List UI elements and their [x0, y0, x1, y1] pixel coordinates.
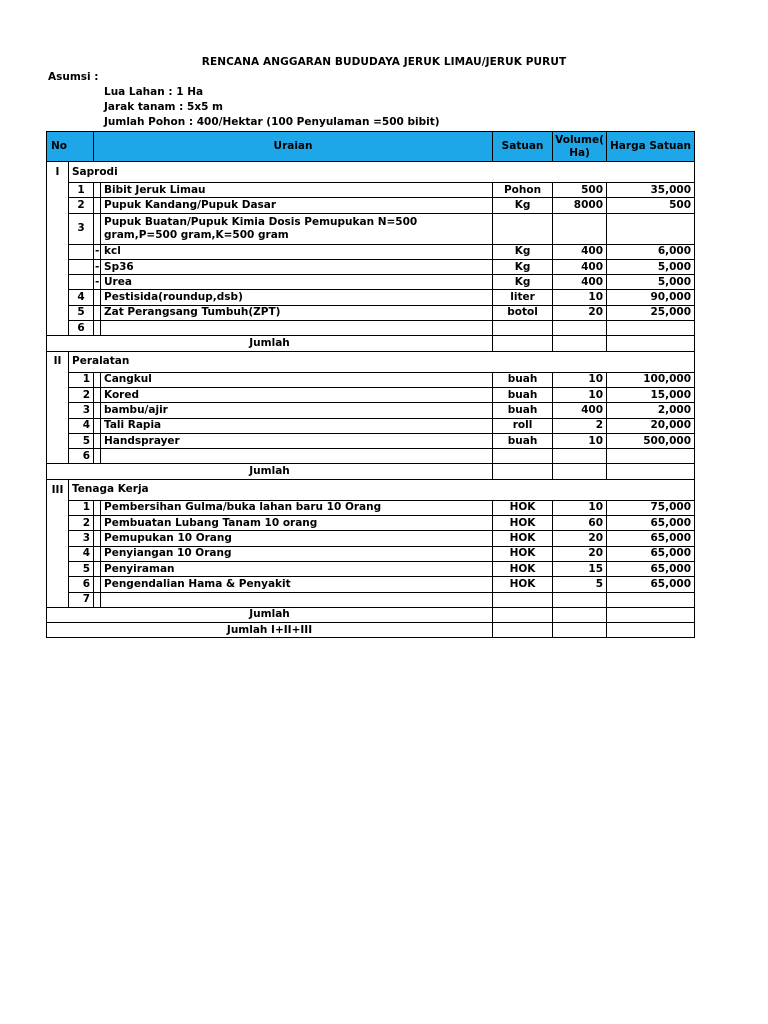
- row-harga: [607, 213, 695, 244]
- jumlah-volume: [553, 607, 607, 622]
- jumlah-harga: [607, 607, 695, 622]
- row-volume: 15: [553, 561, 607, 576]
- row-harga: 65,000: [607, 561, 695, 576]
- row-harga: [607, 321, 695, 336]
- row-dash: [94, 305, 101, 320]
- row-spacer: [47, 244, 69, 259]
- section-title: Tenaga Kerja: [69, 479, 695, 500]
- table-row: [47, 500, 695, 515]
- row-uraian: Pembersihan Gulma/buka lahan baru 10 Orang: [101, 500, 493, 515]
- row-uraian: bambu/ajir: [101, 403, 493, 418]
- row-harga: [607, 449, 695, 464]
- row-dash: [94, 321, 101, 336]
- table-row: [47, 531, 695, 546]
- table-row: [47, 546, 695, 561]
- jumlah-harga: [607, 464, 695, 479]
- row-satuan: buah: [493, 372, 553, 387]
- row-harga: 75,000: [607, 500, 695, 515]
- row-uraian: Tali Rapia: [101, 418, 493, 433]
- row-volume: 500: [553, 183, 607, 198]
- row-satuan: [493, 592, 553, 607]
- row-dash: [94, 213, 101, 244]
- table-row: [47, 418, 695, 433]
- row-satuan: botol: [493, 305, 553, 320]
- row-spacer: [47, 198, 69, 213]
- row-spacer: [47, 433, 69, 448]
- header-no: No: [47, 132, 94, 162]
- row-spacer: [47, 449, 69, 464]
- row-harga: 90,000: [607, 290, 695, 305]
- row-dash: [94, 592, 101, 607]
- row-dash: -: [94, 259, 101, 274]
- row-volume: 400: [553, 259, 607, 274]
- row-satuan: Kg: [493, 244, 553, 259]
- row-volume: [553, 449, 607, 464]
- table-row: [47, 244, 695, 259]
- row-dash: [94, 198, 101, 213]
- table-row: [47, 449, 695, 464]
- row-satuan: buah: [493, 433, 553, 448]
- jumlah-label: Jumlah: [47, 464, 493, 479]
- row-number: [69, 275, 94, 290]
- row-harga: 500: [607, 198, 695, 213]
- row-spacer: [47, 321, 69, 336]
- row-spacer: [47, 418, 69, 433]
- row-uraian: [101, 321, 493, 336]
- row-volume: 20: [553, 531, 607, 546]
- jumlah-row: [47, 607, 695, 622]
- row-number: 7: [69, 592, 94, 607]
- row-satuan: Kg: [493, 198, 553, 213]
- row-number: 6: [69, 577, 94, 592]
- row-volume: 400: [553, 244, 607, 259]
- row-spacer: [47, 290, 69, 305]
- row-uraian: Pupuk Buatan/Pupuk Kimia Dosis Pemupukan N=500 gram,P=500 gram,K=500 gram: [101, 213, 493, 244]
- table-row: [47, 372, 695, 387]
- row-dash: -: [94, 244, 101, 259]
- table-row: [47, 433, 695, 448]
- table-row: [47, 387, 695, 402]
- jumlah-harga: [607, 336, 695, 351]
- asumsi-jumlah-pohon: Jumlah Pohon : 400/Hektar (100 Penyulaman =500 bibit): [104, 116, 440, 128]
- grand-total-label: Jumlah I+II+III: [47, 623, 493, 638]
- row-harga: 2,000: [607, 403, 695, 418]
- row-dash: [94, 546, 101, 561]
- row-number: 1: [69, 500, 94, 515]
- row-number: 1: [69, 372, 94, 387]
- row-harga: 6,000: [607, 244, 695, 259]
- row-satuan: HOK: [493, 500, 553, 515]
- row-spacer: [47, 592, 69, 607]
- row-uraian: Kored: [101, 387, 493, 402]
- row-number: 5: [69, 561, 94, 576]
- row-harga: 500,000: [607, 433, 695, 448]
- row-satuan: buah: [493, 403, 553, 418]
- section-roman-numeral: II: [47, 351, 69, 372]
- row-volume: 10: [553, 372, 607, 387]
- row-uraian: Urea: [101, 275, 493, 290]
- jumlah-row: [47, 464, 695, 479]
- row-satuan: HOK: [493, 577, 553, 592]
- row-spacer: [47, 403, 69, 418]
- section-roman-numeral: III: [47, 479, 69, 500]
- jumlah-label: Jumlah: [47, 336, 493, 351]
- jumlah-satuan: [493, 464, 553, 479]
- row-uraian: Pengendalian Hama & Penyakit: [101, 577, 493, 592]
- table-row: [47, 592, 695, 607]
- row-number: 6: [69, 449, 94, 464]
- row-harga: 15,000: [607, 387, 695, 402]
- row-dash: [94, 372, 101, 387]
- row-spacer: [47, 183, 69, 198]
- row-satuan: Kg: [493, 259, 553, 274]
- jumlah-row: [47, 336, 695, 351]
- row-harga: 35,000: [607, 183, 695, 198]
- row-volume: 10: [553, 500, 607, 515]
- row-dash: [94, 531, 101, 546]
- row-satuan: HOK: [493, 546, 553, 561]
- row-number: 2: [69, 198, 94, 213]
- header-uraian: Uraian: [94, 132, 493, 162]
- row-number: 4: [69, 418, 94, 433]
- row-uraian: Zat Perangsang Tumbuh(ZPT): [101, 305, 493, 320]
- row-satuan: HOK: [493, 561, 553, 576]
- grand-total-satuan: [493, 623, 553, 638]
- row-spacer: [47, 213, 69, 244]
- table-row: [47, 561, 695, 576]
- section-header-row: [47, 479, 695, 500]
- row-harga: 65,000: [607, 577, 695, 592]
- row-harga: 100,000: [607, 372, 695, 387]
- header-satuan: Satuan: [493, 132, 553, 162]
- document-title: RENCANA ANGGARAN BUDUDAYA JERUK LIMAU/JERUK PURUT: [201, 56, 567, 68]
- grand-total-volume: [553, 623, 607, 638]
- table-row: [47, 213, 695, 244]
- asumsi-luas-lahan: Lua Lahan : 1 Ha: [104, 86, 204, 98]
- row-number: 1: [69, 183, 94, 198]
- row-number: 5: [69, 433, 94, 448]
- jumlah-volume: [553, 464, 607, 479]
- row-satuan: liter: [493, 290, 553, 305]
- table-body: [47, 162, 695, 638]
- row-volume: 400: [553, 403, 607, 418]
- row-number: [69, 259, 94, 274]
- row-number: 6: [69, 321, 94, 336]
- row-number: [69, 244, 94, 259]
- row-dash: [94, 418, 101, 433]
- header-harga: Harga Satuan: [607, 132, 695, 162]
- row-spacer: [47, 305, 69, 320]
- row-spacer: [47, 387, 69, 402]
- section-title: Peralatan: [69, 351, 695, 372]
- row-number: 2: [69, 387, 94, 402]
- row-number: 3: [69, 213, 94, 244]
- row-uraian: Penyiangan 10 Orang: [101, 546, 493, 561]
- row-uraian: Sp36: [101, 259, 493, 274]
- jumlah-label: Jumlah: [47, 607, 493, 622]
- row-volume: 10: [553, 433, 607, 448]
- section-header-row: [47, 351, 695, 372]
- row-dash: [94, 387, 101, 402]
- row-harga: 5,000: [607, 275, 695, 290]
- jumlah-satuan: [493, 607, 553, 622]
- row-uraian: Pestisida(roundup,dsb): [101, 290, 493, 305]
- row-spacer: [47, 516, 69, 531]
- row-number: 3: [69, 403, 94, 418]
- row-spacer: [47, 577, 69, 592]
- table-row: [47, 290, 695, 305]
- row-uraian: Penyiraman: [101, 561, 493, 576]
- row-harga: [607, 592, 695, 607]
- row-spacer: [47, 561, 69, 576]
- row-spacer: [47, 531, 69, 546]
- row-dash: -: [94, 275, 101, 290]
- row-dash: [94, 183, 101, 198]
- row-satuan: [493, 321, 553, 336]
- row-satuan: [493, 449, 553, 464]
- asumsi-label: Asumsi :: [48, 71, 99, 83]
- row-volume: 20: [553, 305, 607, 320]
- row-dash: [94, 433, 101, 448]
- row-volume: [553, 213, 607, 244]
- header-volume: Volume( Ha): [553, 132, 607, 162]
- row-volume: [553, 592, 607, 607]
- row-dash: [94, 561, 101, 576]
- row-spacer: [47, 259, 69, 274]
- table-row: [47, 183, 695, 198]
- row-satuan: HOK: [493, 531, 553, 546]
- row-number: 5: [69, 305, 94, 320]
- row-spacer: [47, 372, 69, 387]
- row-volume: 2: [553, 418, 607, 433]
- row-number: 2: [69, 516, 94, 531]
- row-volume: 20: [553, 546, 607, 561]
- row-uraian: Cangkul: [101, 372, 493, 387]
- table-row: [47, 516, 695, 531]
- row-dash: [94, 403, 101, 418]
- table-header-row: [47, 132, 695, 162]
- jumlah-satuan: [493, 336, 553, 351]
- row-uraian: kcl: [101, 244, 493, 259]
- row-spacer: [47, 500, 69, 515]
- section-header-row: [47, 162, 695, 183]
- row-dash: [94, 577, 101, 592]
- row-volume: 60: [553, 516, 607, 531]
- row-dash: [94, 516, 101, 531]
- row-satuan: Kg: [493, 275, 553, 290]
- row-uraian: Pupuk Kandang/Pupuk Dasar: [101, 198, 493, 213]
- row-spacer: [47, 546, 69, 561]
- grand-total-row: [47, 623, 695, 638]
- section-title: Saprodi: [69, 162, 695, 183]
- row-uraian: Handsprayer: [101, 433, 493, 448]
- row-number: 3: [69, 531, 94, 546]
- row-dash: [94, 449, 101, 464]
- row-volume: 5: [553, 577, 607, 592]
- row-harga: 20,000: [607, 418, 695, 433]
- row-uraian: Pemupukan 10 Orang: [101, 531, 493, 546]
- row-volume: 8000: [553, 198, 607, 213]
- table-row: [47, 275, 695, 290]
- row-uraian: [101, 449, 493, 464]
- table-row: [47, 198, 695, 213]
- row-dash: [94, 500, 101, 515]
- row-satuan: HOK: [493, 516, 553, 531]
- asumsi-jarak-tanam: Jarak tanam : 5x5 m: [104, 101, 223, 113]
- row-harga: 65,000: [607, 546, 695, 561]
- row-volume: [553, 321, 607, 336]
- budget-table: [46, 131, 695, 638]
- row-satuan: roll: [493, 418, 553, 433]
- row-satuan: Pohon: [493, 183, 553, 198]
- row-uraian: [101, 592, 493, 607]
- jumlah-volume: [553, 336, 607, 351]
- row-harga: 65,000: [607, 531, 695, 546]
- row-harga: 25,000: [607, 305, 695, 320]
- row-harga: 5,000: [607, 259, 695, 274]
- row-satuan: buah: [493, 387, 553, 402]
- row-harga: 65,000: [607, 516, 695, 531]
- row-spacer: [47, 275, 69, 290]
- row-number: 4: [69, 546, 94, 561]
- table-row: [47, 577, 695, 592]
- row-volume: 400: [553, 275, 607, 290]
- row-uraian: Bibit Jeruk Limau: [101, 183, 493, 198]
- table-row: [47, 403, 695, 418]
- row-volume: 10: [553, 290, 607, 305]
- row-dash: [94, 290, 101, 305]
- table-row: [47, 259, 695, 274]
- row-number: 4: [69, 290, 94, 305]
- row-satuan: [493, 213, 553, 244]
- grand-total-harga: [607, 623, 695, 638]
- table-row: [47, 321, 695, 336]
- section-roman-numeral: I: [47, 162, 69, 183]
- table-row: [47, 305, 695, 320]
- row-volume: 10: [553, 387, 607, 402]
- row-uraian: Pembuatan Lubang Tanam 10 orang: [101, 516, 493, 531]
